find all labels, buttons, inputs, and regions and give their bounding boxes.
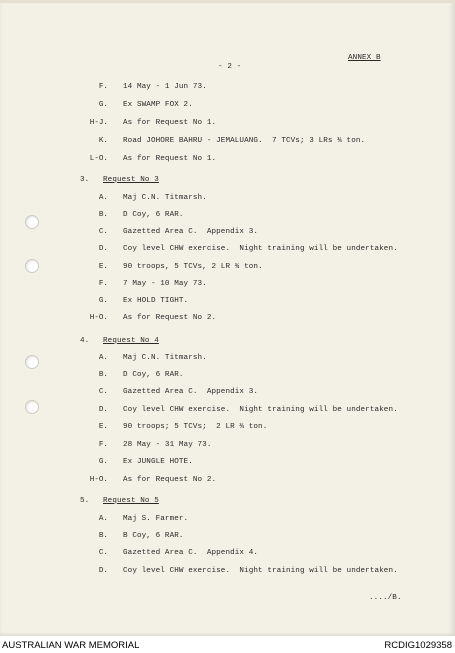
section-heading: Request No 4 [103, 337, 159, 345]
row-letter: A. [98, 515, 108, 523]
row-text: D Coy, 6 RAR. [123, 371, 184, 379]
section-heading: Request No 5 [103, 497, 159, 505]
row-letter: B. [98, 532, 108, 540]
row-letter: D. [98, 567, 108, 575]
punch-hole [25, 355, 39, 369]
row-letter: H-J. [89, 119, 108, 127]
row-text: As for Request No 1. [123, 119, 217, 127]
row-letter: F. [98, 280, 108, 288]
row-letter: B. [98, 371, 108, 379]
row-text: Maj S. Farmer. [123, 515, 189, 523]
punch-hole [25, 259, 39, 273]
punch-hole [25, 400, 39, 414]
row-letter: K. [98, 137, 108, 145]
row-letter: B. [98, 211, 108, 219]
row-letter: E. [98, 423, 108, 431]
row-letter: A. [98, 354, 108, 362]
row-letter: C. [98, 388, 108, 396]
row-text: Coy level CHW exercise. Night training will be undertaken. [123, 406, 398, 414]
annex-label: ANNEX B [348, 54, 381, 62]
row-letter: D. [98, 245, 108, 253]
row-text: Road JOHORE BAHRU - JEMALUANG. 7 TCVs; 3 LRs ¾ ton. [123, 137, 366, 145]
row-letter: G. [98, 101, 108, 109]
footer-id: RCDIG1029358 [384, 640, 452, 651]
punch-hole [25, 215, 39, 229]
section-number: 5. [80, 497, 90, 505]
row-text: 7 May - 10 May 73. [123, 280, 207, 288]
row-letter: E. [98, 263, 108, 271]
row-text: B Coy, 6 RAR. [123, 532, 184, 540]
section-number: 3. [80, 176, 90, 184]
row-text: Gazetted Area C. Appendix 3. [123, 388, 259, 396]
row-text: Coy level CHW exercise. Night training will be undertaken. [123, 245, 398, 253]
row-letter: H-O. [89, 476, 108, 484]
row-text: Ex HOLD TIGHT. [123, 297, 189, 305]
row-text: Maj C.N. Titmarsh. [123, 354, 207, 362]
archive-footer [0, 636, 455, 653]
row-text: Gazetted Area C. Appendix 3. [123, 228, 259, 236]
row-text: D Coy, 6 RAR. [123, 211, 184, 219]
row-text: 28 May - 31 May 73. [123, 441, 212, 449]
row-text: Ex JUNGLE HOTE. [123, 458, 193, 466]
page-edge [0, 0, 455, 3]
row-letter: C. [98, 228, 108, 236]
row-letter: D. [98, 406, 108, 414]
row-letter: C. [98, 549, 108, 557]
row-text: Coy level CHW exercise. Night training will be undertaken. [123, 567, 398, 575]
row-text: 14 May - 1 Jun 73. [123, 83, 207, 91]
row-letter: G. [98, 458, 108, 466]
page-number: - 2 - [218, 63, 242, 71]
row-letter: F. [98, 83, 108, 91]
row-letter: G. [98, 297, 108, 305]
row-letter: A. [98, 194, 108, 202]
row-text: Ex SWAMP FOX 2. [123, 101, 193, 109]
footer-source: AUSTRALIAN WAR MEMORIAL [2, 640, 140, 651]
section-number: 4. [80, 337, 90, 345]
row-text: Maj C.N. Titmarsh. [123, 194, 207, 202]
row-text: As for Request No 2. [123, 314, 217, 322]
row-text: 90 troops; 5 TCVs; 2 LR ¾ ton. [123, 423, 268, 431]
row-text: Gazetted Area C. Appendix 4. [123, 549, 259, 557]
section-heading: Request No 3 [103, 176, 159, 184]
row-text: 90 troops, 5 TCVs, 2 LR ¾ ton. [123, 263, 263, 271]
row-letter: L-O. [89, 155, 108, 163]
row-letter: F. [98, 441, 108, 449]
continuation-marker: ..../B. [369, 594, 402, 602]
row-text: As for Request No 2. [123, 476, 217, 484]
row-letter: H-O. [89, 314, 108, 322]
row-text: As for Request No 1. [123, 155, 217, 163]
